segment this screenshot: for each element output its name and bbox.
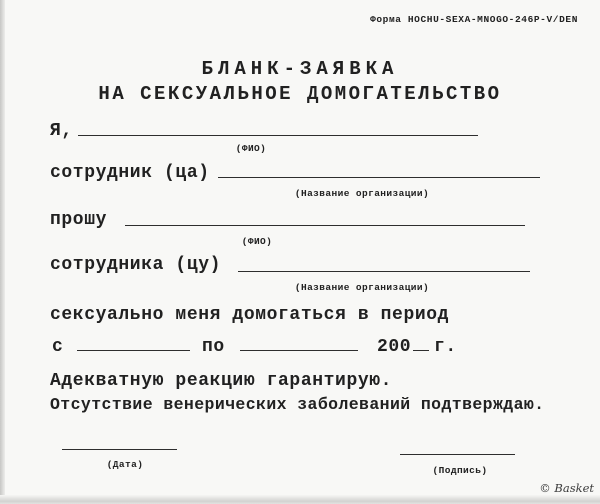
period-from-blank-line: [77, 350, 190, 351]
signature-blank-line: [400, 454, 515, 455]
date-caption: (Дата): [106, 459, 144, 470]
year-suffix: г.: [434, 337, 457, 357]
author-credit: © Basket: [539, 481, 594, 495]
signature-caption: (Подпись): [432, 465, 488, 476]
target-organization-caption: (Название организации): [294, 282, 430, 293]
requested-person-blank-line: [125, 225, 525, 226]
applicant-organization-caption: (Название организации): [294, 188, 430, 199]
period-to-blank-line: [240, 350, 358, 351]
applicant-name-caption: (ФИО): [235, 143, 267, 154]
period-from-label: с: [52, 337, 64, 357]
field-employee-of-label: сотрудник (ца): [50, 163, 210, 183]
period-intro-text: сексуально меня домогаться в период: [50, 305, 450, 325]
requested-person-caption: (ФИО): [241, 236, 273, 247]
form-code: Форма HOCHU-SEXA-MNOGO-246P-V/DEN: [370, 14, 578, 25]
field-employee-target-label: сотрудника (цу): [50, 255, 222, 275]
statement-no-diseases: Отсутствие венерических заболеваний подтверждаю.: [50, 395, 545, 414]
period-to-label: по: [202, 337, 225, 357]
form-title: [0, 60, 600, 104]
field-request-label: прошу: [50, 210, 108, 230]
year-prefix: 200: [377, 337, 412, 357]
page-bottom-shadow: [0, 495, 600, 504]
applicant-name-blank-line: [78, 135, 478, 136]
target-organization-blank-line: [238, 271, 530, 272]
date-blank-line: [62, 449, 177, 450]
form-title-line2: НА СЕКСУАЛЬНОЕ ДОМОГАТЕЛЬСТВО: [98, 83, 502, 105]
year-blank-line: [413, 350, 429, 351]
field-applicant-label: Я,: [50, 121, 73, 141]
statement-adequate-reaction: Адекватную реакцию гарантирую.: [50, 371, 393, 391]
form-title-line1: БЛАНК-ЗАЯВКА: [201, 58, 399, 80]
applicant-organization-blank-line: [218, 177, 540, 178]
